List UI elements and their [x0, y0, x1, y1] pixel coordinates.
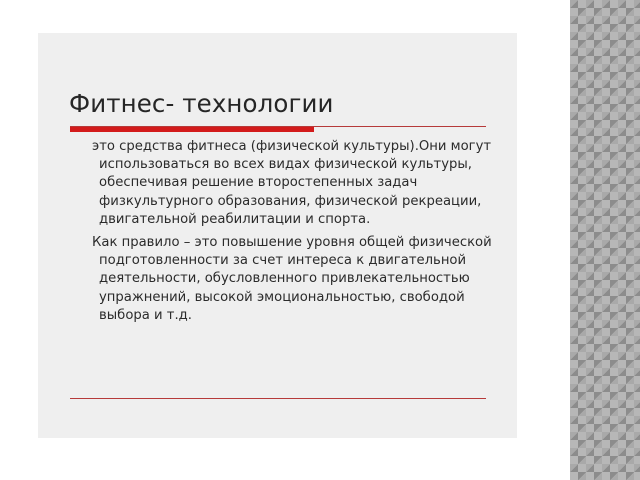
text-line: двигательной реабилитации и спорта. [99, 211, 371, 227]
decorative-pattern-strip [570, 0, 640, 480]
slide-body [92, 138, 492, 325]
text-line: физкультурного образования, физической рекреации, [99, 193, 482, 209]
text-line: обеспечивая решение второстепенных задач [99, 175, 418, 191]
paragraph-purpose [92, 234, 492, 325]
paragraph-definition [92, 138, 492, 229]
slide [38, 33, 517, 438]
slide-title: Фитнес- технологии [69, 89, 334, 118]
text-line: подготовленности за счет интереса к двигательной [99, 253, 467, 269]
footer-divider [70, 398, 486, 399]
text-line: упражнений, высокой эмоциональностью, свободой [99, 289, 465, 305]
text-line: Как правило – это повышение уровня общей физической [92, 235, 492, 251]
text-line: это средства фитнеса (физической культуры).Они могут [92, 139, 492, 154]
text-line: использоваться во всех видах физической культуры, [99, 157, 472, 173]
title-underline-accent [70, 127, 314, 132]
text-line: деятельности, обусловленного привлекательностью [99, 271, 470, 287]
text-line: выбора и т.д. [99, 307, 192, 323]
